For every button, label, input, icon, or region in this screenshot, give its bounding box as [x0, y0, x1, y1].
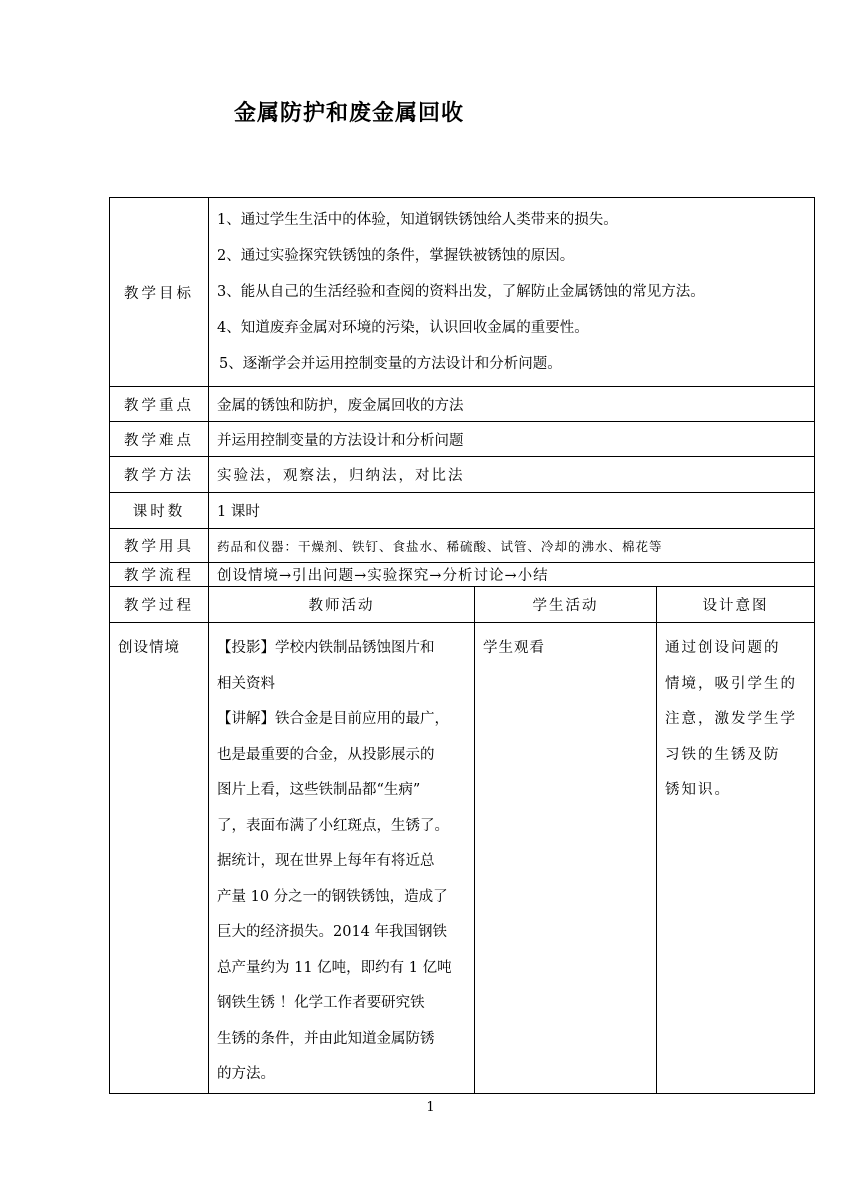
teacher-line: 巨大的经济损失。2014 年我国钢铁 [217, 924, 448, 940]
goal-item: 3、能从自己的生活经验和查阅的资料出发，了解防止金属锈蚀的常见方法。 [217, 284, 705, 300]
process-header-row [110, 587, 815, 623]
goal-item: 5、逐渐学会并运用控制变量的方法设计和分析问题。 [219, 356, 562, 372]
teacher-activity-header: 教师活动 [209, 587, 475, 623]
teacher-line: 总产量约为 11 亿吨，即约有 1 亿吨 [217, 959, 452, 976]
lesson-plan-table [109, 197, 815, 1094]
materials-value: 药品和仪器：干燥剂、铁钉、食盐水、稀硫酸、试管、冷却的沸水、棉花等 [209, 529, 815, 563]
key-points-value: 金属的锈蚀和防护，废金属回收的方法 [209, 387, 815, 422]
flow-label: 教学流程 [110, 563, 209, 587]
difficulties-row [110, 422, 815, 457]
teacher-line: 钢铁生锈 ！化学工作者要研究铁 [217, 995, 425, 1011]
design-intent-header: 设计意图 [657, 587, 815, 623]
key-points-label: 教学重点 [110, 387, 209, 422]
teacher-line: 也是最重要的合金，从投影展示的 [217, 746, 435, 763]
methods-label: 教学方法 [110, 457, 209, 493]
materials-label: 教学用具 [110, 529, 209, 563]
goal-item: 1、通过学生生活中的体验，知道钢铁锈蚀给人类带来的损失。 [217, 212, 618, 228]
difficulties-label: 教学难点 [110, 422, 209, 457]
goals-list [209, 198, 815, 387]
flow-value: 创设情境→引出问题→实验探究→分析讨论→小结 [209, 563, 815, 587]
teacher-line: 的方法。 [217, 1066, 275, 1082]
materials-row [110, 529, 815, 563]
flow-row [110, 563, 815, 587]
hours-row [110, 493, 815, 529]
goal-item: 4、知道废弃金属对环境的污染，认识回收金属的重要性。 [217, 320, 589, 336]
hours-label: 课时数 [110, 493, 209, 529]
teacher-activity-cell [209, 623, 475, 1094]
stage-row [110, 623, 815, 1094]
key-points-row [110, 387, 815, 422]
intent-line: 通过创设问题的 [665, 640, 781, 656]
intent-line: 情境，吸引学生的 [665, 675, 797, 692]
teacher-line: 产量 10 分之一的钢铁锈蚀，造成了 [217, 888, 448, 905]
methods-value: 实验法，观察法，归纳法，对比法 [209, 457, 815, 493]
methods-row [110, 457, 815, 493]
teacher-line: 了，表面布满了小红斑点，生锈了。 [217, 817, 449, 834]
goals-row [110, 198, 815, 387]
teacher-line: 【讲解】铁合金是目前应用的最广， [217, 711, 449, 727]
teacher-line: 【投影】学校内铁制品锈蚀图片和 [217, 640, 435, 656]
teacher-line: 图片上看，这些铁制品都“生病” [217, 782, 421, 798]
design-intent-cell [657, 623, 815, 1094]
goals-label: 教学目标 [110, 198, 209, 387]
goal-item: 2、通过实验探究铁锈蚀的条件，掌握铁被锈蚀的原因。 [217, 248, 575, 264]
intent-line: 注意，激发学生学 [665, 711, 797, 727]
teacher-line: 相关资料 [217, 675, 275, 692]
teacher-line: 据统计，现在世界上每年有将近总 [217, 853, 435, 869]
difficulties-value: 并运用控制变量的方法设计和分析问题 [209, 422, 815, 457]
hours-value: 1 课时 [209, 493, 815, 529]
document-title: 金属防护和废金属回收 [234, 101, 465, 126]
student-activity-header: 学生活动 [475, 587, 657, 623]
intent-line: 锈知识。 [665, 782, 731, 798]
stage-name: 创设情境 [110, 623, 209, 1094]
process-label: 教学过程 [110, 587, 209, 623]
page-number: 1 [426, 1100, 435, 1115]
student-activity-cell: 学生观看 [475, 623, 657, 1094]
teacher-line: 生锈的条件，并由此知道金属防锈 [217, 1030, 435, 1047]
intent-line: 习铁的生锈及防 [665, 746, 781, 763]
